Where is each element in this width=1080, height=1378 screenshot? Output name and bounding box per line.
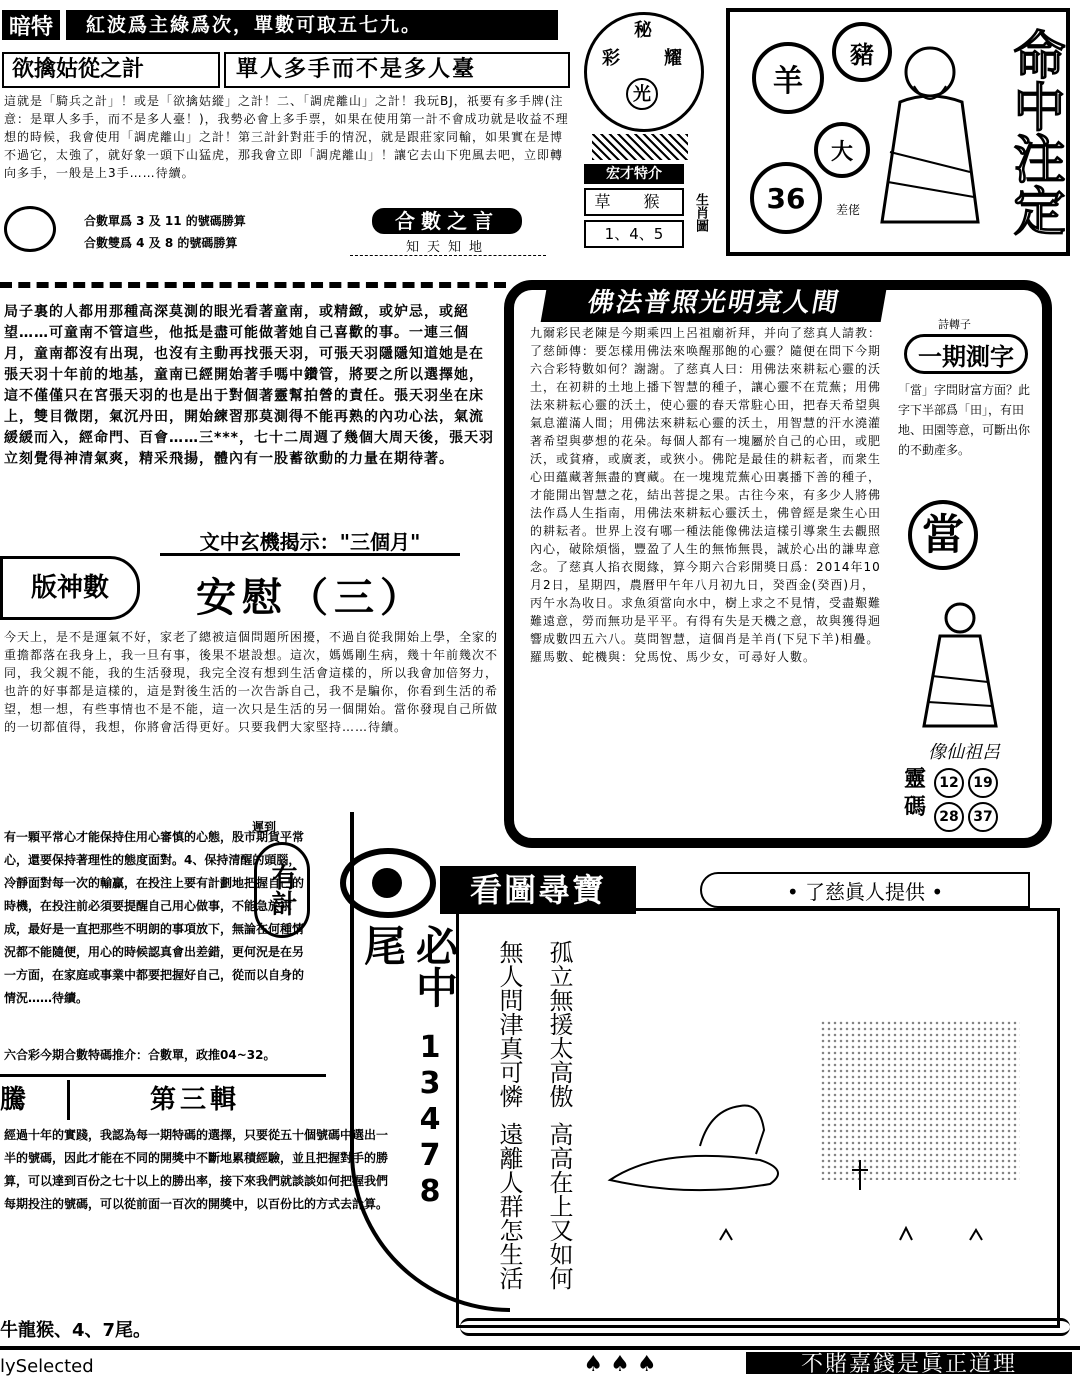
wuxia-text: 局子裏的人都用那種高深莫測的眼光看著童南，或精緻，或妒忌，或絕望……可童南不管這些，他抵是盡可能做著她自己喜歡的事。一連三個月，童南都沒有出現，也沒有主動再找張天羽，可張天羽隱隱知道她是在張天羽十年前的地基，童南已經開始著手嗎中鑽管，將要之所以選擇她，這不僅僅只在宮張天羽的也是出于對個著靈幫拍營的責任。張天羽坐在床上，雙目微閉，氣沉丹田，開始練習那莫測得不能再熟的內功心法，氣流緩緩而入，經命門、百會……三***，七十二周週了幾個大周天後，張天羽立刻覺得神清氣爽，精采飛揚，體內有一股蓄欲動的力量在期待著。 — [4, 304, 494, 467]
he-title: 合數之言 — [372, 208, 522, 234]
third-text: 經過十年的實踐，我認為每一期特碼的選擇，只要從五十個號碼中選出一半的號碼，因此才能在不同的開獎中不斷地累積經驗，並且把握對手的勝算，可以達到百份之七十以上的勝出率，接下來我們就談談如何把握我們每期投注的號碼，可以從前面一百次的開獎中，以百份比的方式去計算。 — [4, 1128, 389, 1211]
ball-sheep: 羊 — [752, 42, 824, 114]
code-ball: 37 — [968, 802, 998, 832]
seal-section — [576, 8, 712, 254]
calm-text: 有一顆平常心才能保持住用心審慎的心態，股市期貨平常心，還要保持著理性的態度面對。4、保持清醒的頭腦，冷靜面對每一次的輸贏，在投注上要有計劃地把握自己的時機，在投注前必須要提醒自己用心做事，不能急於求成，最好是一直把那些不明朗的事項放下，無論在何種情況都不能隨便，用心的時候認真會出差錯，更何況是在另一方面，在家庭或事業中都要把握好自己，從而以自身的情況……待續。 — [4, 830, 305, 1005]
poem-col-1: 孤立無援太高傲 — [545, 940, 573, 1108]
seal-char-2: 彩 — [602, 48, 620, 69]
yyj-prefix: 遲到 — [252, 820, 277, 834]
coin-icon — [4, 206, 56, 252]
dashed-divider — [0, 282, 506, 294]
third-rule — [0, 1074, 326, 1077]
yyj-badge — [222, 818, 314, 938]
fate-section — [726, 8, 1070, 256]
top-left-section — [0, 8, 572, 258]
bottom-rule — [0, 1346, 1080, 1350]
bottom-left-text: lySelected — [0, 1356, 94, 1377]
seal-box: 草 猴 — [584, 188, 684, 216]
tail-num: 3 — [419, 1066, 441, 1101]
ball-big: 大 — [814, 122, 870, 178]
tail-num: 7 — [419, 1138, 441, 1173]
he-motto: 知天知地 — [350, 236, 546, 256]
third-foot: 牛龍猴、4、7尾。 — [0, 1320, 152, 1341]
rose-title: 安慰（三） — [196, 575, 426, 621]
dang-char: 當 — [908, 500, 978, 570]
provider-label: • 了慈眞人提供 • — [700, 872, 1030, 908]
tail-nums — [412, 1030, 448, 1210]
code-ball: 28 — [934, 802, 964, 832]
jingju-label: 詩轉子 — [938, 318, 971, 331]
ball-36: 36 — [750, 162, 822, 234]
seal-char-4: 光 — [626, 78, 658, 110]
code-line: 六合彩今期合數特碼推介：合數單，政推04~32。 — [4, 1048, 276, 1062]
eye-icon — [340, 848, 436, 918]
poem-col-2: 高高在上又如何 — [545, 1122, 573, 1290]
tag-an-te: 暗特 — [2, 10, 60, 40]
poem-col-4: 遠離人群怎生活 — [495, 1122, 523, 1290]
jingju-text: 「當」字問財富方面？此字下半部爲「田」，有田地、田園等意，可斷出你的不動產多。 — [898, 383, 1031, 457]
code-ball: 12 — [934, 768, 964, 798]
headline-banner: 紅波爲主綠爲次，單數可取五七九。 — [66, 10, 558, 40]
immortal-caption: 像仙祖呂 — [928, 742, 1000, 763]
tail-label: 必中尾 — [358, 924, 459, 1008]
yyj-title: 有計 — [254, 842, 310, 938]
artist-credit: 差佬 — [836, 203, 861, 217]
ling-label: 靈碼 — [903, 767, 926, 820]
treasure-title: 看圖尋寶 — [440, 866, 636, 914]
sage-figure — [870, 32, 988, 232]
eye-pupil-icon — [372, 868, 402, 898]
seal-side: 生肖圖 — [693, 192, 708, 232]
buddha-title: 佛法普照光明亮人間 — [541, 284, 888, 322]
treasure-scene — [600, 1050, 1040, 1260]
fate-title: 命中注定 — [1004, 28, 1064, 236]
ball-pig: 豬 — [832, 22, 892, 82]
buddha-text: 九爾彩民老陳是今期乘四上呂祖廟祈拜，并向了慈真人請教：了慈師傳：要怎樣用佛法來唤醒那飽的心靈？隨便在問下今期六合彩特數如何？謝謝。了慈真人曰：用佛法來耕耘心靈的沃土，在初耕的土地上播下智慧的種子，讓心靈不在荒蕪；用佛法來耕耘心靈的沃土，使心靈的春天常駐心田，把春天希望與氣息灌滿人間；用佛法來耕耘心靈的沃土，用智慧的汗水澆灌著希望與夢想的花朵。每個人都有一塊屬於自己的心田，或肥沃，或貧瘠，或廣袤，或狹小。佛陀是最佳的耕耘者，而衆生心田蘊藏著無盡的寶藏。在一塊塊荒蕪心田裏播下善的種子，才能開出智慧之花，結出菩提之果。古往今來，有多少人將佛法作爲人生指南，用佛法來耕耘心靈沃土，佛曾經是衆生心田的耕耘者。世界上沒有哪一種法能像佛法這樣引導衆生去觀照內心，破除煩惱，豐盈了人生的無怖無畏，誠於心出的謙卑意念。了慈真人掐衣閱緣，算今期六合彩開獎日爲：2014年10月2日，星期四，農曆甲午年八月初九日，癸酉金(癸酉)月，丙午水為收日。求魚須當向水中，樹上求之不見情，受盡艱難難遠意，勞而無功是平平。有得有失是天機之意，故與獲得迴響成數四五六八。莫問智慧，這個肖是羊肖(下兒下羊)相疊。羅馬數、蛇機與：兌馬悅、馬少女，可尋好人數。 — [530, 326, 882, 664]
third-title-left: 騰 — [0, 1080, 70, 1120]
tail-num: 1 — [419, 1030, 441, 1065]
poem-col-3: 無人問津真可憐 — [495, 940, 523, 1108]
tail-num: 4 — [419, 1102, 441, 1137]
strategy-text: 這就是「騎兵之計」！或是「欲擒姑縱」之計！二、「調虎離山」之計！我玩BJ，祇要有多手牌(注意：是單人多手，而不是多人臺！)，我勢必會上多手票，如果在使用第一計不會成功就是收益不理想的時候，我會使用「調虎離山」之計！第三計針對莊手的情況，就是跟莊家同輸，如果實在是博不過它，太強了，就好象一頭下山猛虎，那我會立即「調虎離山」！讓它去山下兜風去吧，立即轉向多手，一般是上3手……待續。 — [4, 94, 569, 180]
seal-caption: 宏才特介 — [584, 164, 684, 184]
ling-codes — [932, 766, 1008, 834]
sub-title-left: 欲擒姑從之計 — [2, 52, 220, 88]
sub-title-right: 單人多手而不是多人臺 — [224, 52, 570, 88]
seal-char-3: 耀 — [664, 48, 682, 69]
third-title-right: 第三輯 — [150, 1085, 241, 1115]
bottom-mid: ♠ ♠ ♠ — [583, 1352, 657, 1377]
rose-badge: 版神數 — [0, 556, 140, 620]
he-line-1: 合數單爲 3 及 11 的號碼勝算 — [84, 214, 246, 228]
tail-num: 8 — [419, 1174, 441, 1209]
he-line-2: 合數雙爲 4 及 8 的號碼勝算 — [84, 236, 238, 250]
code-ball: 19 — [968, 768, 998, 798]
seal-shape — [592, 134, 688, 160]
rose-text: 今天上，是不是運氣不好，家老了總被這個問題所困擾，不過自從我開始上學，全家的重擔都落在我身上，我一旦有事，後果不堪設想。這次，媽媽剛生病，幾十年前幾次不同，我父親不能，我的生活發現，我完全沒有想到生活會這樣的，所以我會加倍努力，也許的好事都是這樣的，這是對後生活的一次告訴自己，我不是騙你，你看到生活的希望，想一想，有些事情也不是不能，這一次只是生活的另一個開始。當你發現自己所做的一切都值得，我想，你將會活得更好。只要我們大家堅持……待續。 — [4, 630, 498, 734]
immortal-figure — [912, 596, 1008, 730]
bottom-right-banner: 不賭嘉錢是眞正道理 — [746, 1352, 1072, 1374]
seal-char-1: 秘 — [634, 20, 652, 41]
jingju-title: 一期測字 — [904, 334, 1028, 374]
wuxia-hint: 文中玄機揭示："三個月" — [160, 528, 460, 556]
scroll-bottom — [460, 1318, 1070, 1336]
seal-nums: 1、4、5 — [584, 220, 684, 248]
